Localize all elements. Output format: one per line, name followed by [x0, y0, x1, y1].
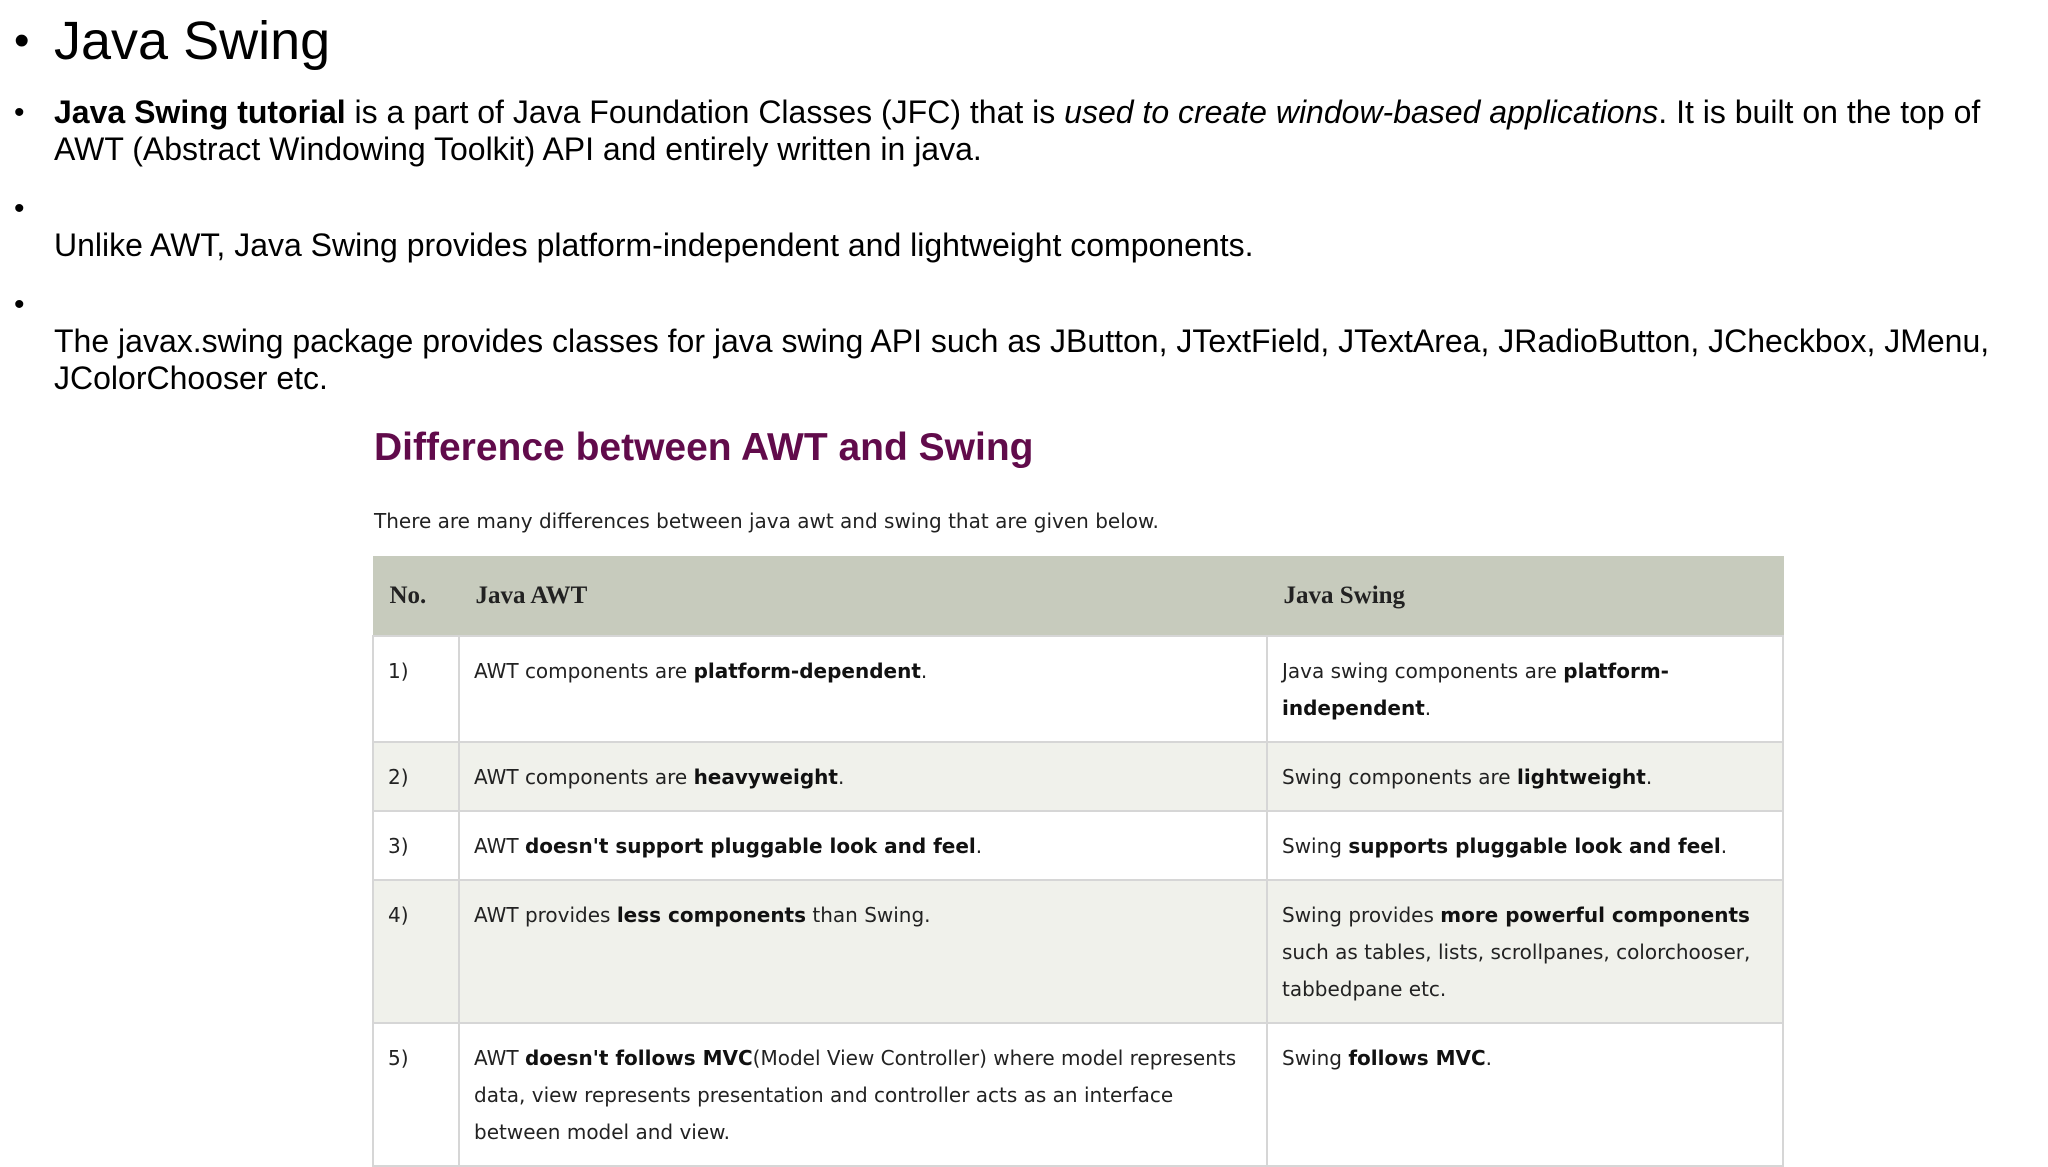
- cell-java-awt: [459, 1023, 1267, 1166]
- cell-text: Swing: [1282, 834, 1349, 858]
- table-header-row: [373, 557, 1783, 637]
- table-row: [373, 880, 1783, 1023]
- cell-java-swing: [1267, 811, 1783, 880]
- cell-java-swing: [1267, 1023, 1783, 1166]
- header-java-swing: Java Swing: [1267, 557, 1783, 637]
- cell-java-awt: [459, 636, 1267, 742]
- bullet-javax-swing: [14, 286, 2004, 397]
- table-row: [373, 1023, 1783, 1166]
- cell-text: .: [920, 659, 928, 683]
- cell-text: .: [1485, 1046, 1492, 1070]
- table-body: [373, 636, 1783, 1166]
- header-no: No.: [373, 557, 459, 637]
- cell-text: AWT components are: [474, 659, 694, 683]
- cell-bold-text: doesn't support pluggable look and feel: [524, 834, 976, 858]
- bullet-text: [54, 94, 2004, 168]
- table-row: [373, 636, 1783, 742]
- cell-java-swing: [1267, 636, 1783, 742]
- cell-text: .: [837, 765, 845, 789]
- cell-text: AWT components are: [474, 765, 694, 789]
- cell-no: 4): [373, 880, 459, 1023]
- cell-text: Swing: [1282, 1046, 1349, 1070]
- cell-java-swing: [1267, 880, 1783, 1023]
- bullet-unlike-awt: [14, 190, 2004, 264]
- cell-bold-text: heavyweight: [693, 765, 838, 789]
- cell-text: (Model View Controller) where model represents data, view represents presentation and controller acts as an interface between model and view.: [474, 1046, 1237, 1144]
- bullet-text: Unlike AWT, Java Swing provides platform-independent and lightweight components.: [54, 227, 1254, 263]
- title-bullet-icon: •: [14, 16, 30, 65]
- cell-no: 2): [373, 742, 459, 811]
- bullet-bold-text: Java Swing tutorial: [54, 94, 346, 130]
- cell-bold-text: more powerful components: [1440, 903, 1750, 927]
- bullet-icon: •: [14, 96, 25, 129]
- cell-text: AWT: [474, 1046, 525, 1070]
- cell-bold-text: lightweight: [1516, 765, 1646, 789]
- slide-title: [14, 6, 330, 76]
- cell-java-swing: [1267, 742, 1783, 811]
- bullet-text: The javax.swing package provides classes for java swing API such as JButton, JTextField, JTextArea, JRadioButton, JCheckbox, JMenu, JColorChooser etc.: [54, 323, 1990, 396]
- bullet-text-b: . It is built on the top of AWT (Abstract Windowing Toolkit) API and entirely written in java.: [54, 94, 1981, 167]
- bullet-swing-tutorial: [14, 94, 2004, 168]
- table-row: [373, 742, 1783, 811]
- comparison-figure: [372, 418, 1784, 1167]
- cell-text: than Swing.: [806, 903, 931, 927]
- header-java-awt: Java AWT: [459, 557, 1267, 637]
- cell-java-awt: [459, 811, 1267, 880]
- cell-text: .: [975, 834, 983, 858]
- cell-bold-text: less components: [616, 903, 807, 927]
- cell-java-awt: [459, 742, 1267, 811]
- cell-text: AWT: [474, 834, 525, 858]
- cell-bold-text: doesn't follows MVC: [524, 1046, 753, 1070]
- cell-java-awt: [459, 880, 1267, 1023]
- bullet-icon: •: [14, 288, 25, 321]
- bullet-icon: •: [14, 192, 25, 225]
- cell-text: .: [1645, 765, 1653, 789]
- cell-text: .: [1424, 696, 1432, 720]
- cell-no: 5): [373, 1023, 459, 1166]
- cell-bold-text: platform-dependent: [693, 659, 921, 683]
- cell-text: .: [1720, 834, 1728, 858]
- comparison-table: [372, 556, 1784, 1167]
- figure-heading: Difference between AWT and Swing: [374, 426, 1034, 469]
- bullet-text-a: is a part of Java Foundation Classes (JFC) that is: [345, 94, 1065, 130]
- cell-text: Swing provides: [1282, 903, 1441, 927]
- cell-no: 3): [373, 811, 459, 880]
- bullet-italic-text: used to create window-based applications: [1064, 94, 1659, 130]
- cell-text: Swing components are: [1282, 765, 1517, 789]
- cell-text: Java swing components are: [1282, 659, 1564, 683]
- slide-title-text: Java Swing: [54, 11, 331, 71]
- table-row: [373, 811, 1783, 880]
- cell-bold-text: follows MVC: [1348, 1046, 1486, 1070]
- cell-text: such as tables, lists, scrollpanes, colorchooser, tabbedpane etc.: [1282, 940, 1751, 1001]
- figure-intro: There are many differences between java awt and swing that are given below.: [374, 509, 1159, 533]
- cell-bold-text: platform-independent: [1282, 659, 1669, 720]
- cell-no: 1): [373, 636, 459, 742]
- cell-text: AWT provides: [474, 903, 617, 927]
- cell-bold-text: supports pluggable look and feel: [1348, 834, 1721, 858]
